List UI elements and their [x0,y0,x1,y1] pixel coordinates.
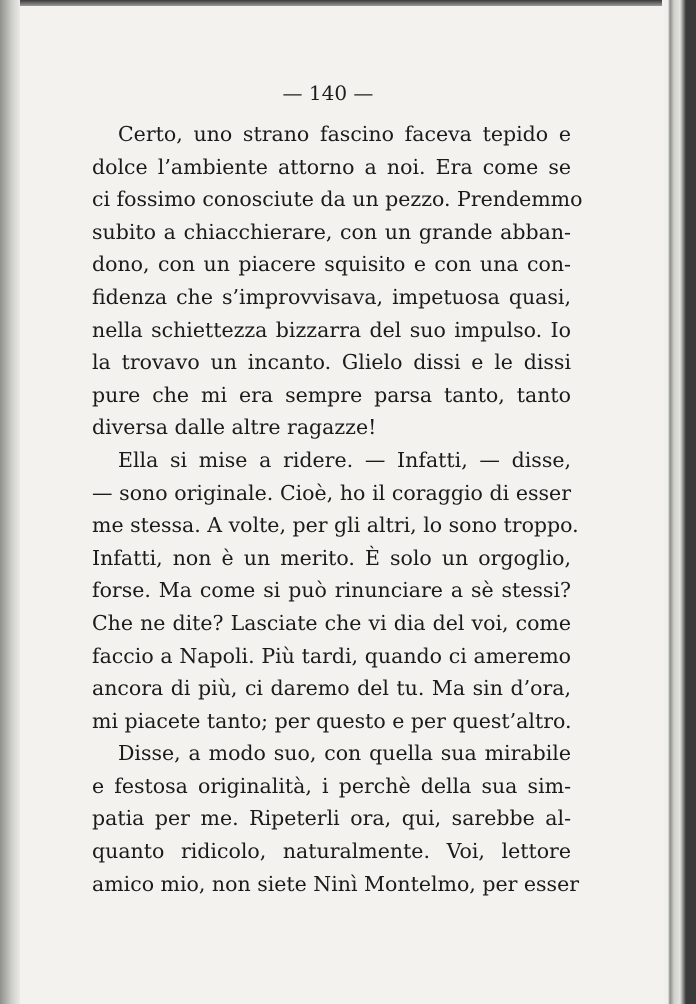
text-line: — sono originale. Cioè, ho il coraggio di esser [92,480,571,505]
text-line: la trovavo un incanto. Glielo dissi e le dissi [92,350,571,375]
text-line: faccio a Napoli. Più tardi, quando ci ameremo [92,643,571,668]
text-line: forse. Ma come si può rinunciare a sè stessi? [92,578,571,603]
text-line: nella schiettezza bizzarra del suo impulso. Io [92,317,571,342]
text-line: ci fossimo conosciute da un pezzo. Prendemmo [92,187,583,212]
text-line: Disse, a modo suo, con quella sua mirabile [118,741,571,766]
text-line: e festosa originalità, i perchè della sua sim- [92,773,571,798]
body-text [92,118,583,900]
text-line: diversa dalle altre ragazze! [92,415,377,440]
text-line: amico mio, non siete Ninì Montelmo, per esser [92,871,580,896]
text-line: Che ne dite? Lasciate che vi dia del voi, come [92,610,571,635]
text-line: me stessa. A volte, per gli altri, lo sono troppo. [92,513,579,538]
text-line: quanto ridicolo, naturalmente. Voi, lettore [92,839,571,864]
binding-gutter [0,0,20,1004]
scan-top-edge [0,0,696,6]
text-line: fidenza che s’improvvisava, impetuosa quasi, [92,284,571,309]
text-line: subito a chiacchierare, con un grande abban- [92,219,571,244]
text-line: patia per me. Ripeterli ora, qui, sarebbe al- [92,806,571,831]
text-line: Ella si mise a ridere. — Infatti, — disse, [118,447,571,472]
text-line: pure che mi era sempre parsa tanto, tanto [92,382,571,407]
page-number: — 140 — [282,81,374,105]
text-line: Infatti, non è un merito. È solo un orgoglio, [92,545,571,570]
text-line: ancora di più, ci daremo del tu. Ma sin d’ora, [92,676,571,701]
text-line: Certo, uno strano fascino faceva tepido e [118,122,571,146]
text-line: dolce l’ambiente attorno a noi. Era come se [92,154,571,179]
text-line: dono, con un piacere squisito e con una con- [92,252,571,277]
page-right-edge [662,0,696,1004]
text-line: mi piacete tanto; per questo e per quest’altro. [92,708,572,733]
